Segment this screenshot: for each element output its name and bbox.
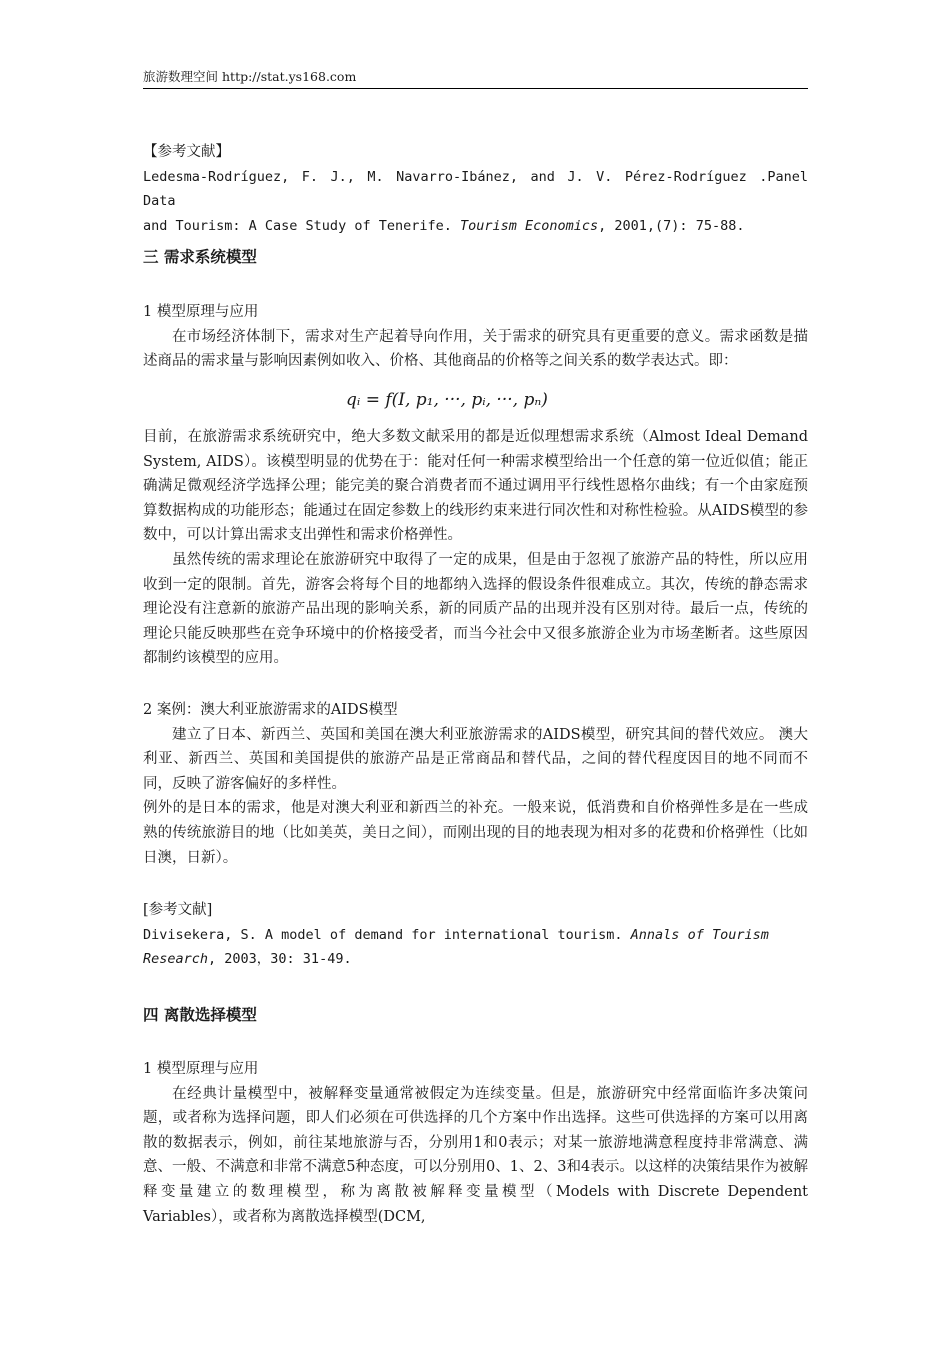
- section-heading-4: 四 离散选择模型: [143, 1006, 257, 1024]
- reference-title: 【参考文献】: [143, 144, 230, 160]
- demand-formula: qᵢ = f(I, p₁, ···, pᵢ, ···, pₙ): [346, 390, 548, 410]
- page-header: [143, 66, 808, 89]
- section-3-body-2: [143, 425, 808, 671]
- reference-block-1: [143, 140, 808, 238]
- journal-name: Tourism Economics: [459, 217, 599, 234]
- section-4-body: [143, 1057, 808, 1229]
- header-url[interactable]: http://stat.ys168.com: [222, 69, 357, 84]
- paragraph: 例外的是日本的需求，他是对澳大利亚和新西兰的补充。一般来说，低消费和自价格弹性多是在一些成熟的传统旅游目的地（比如美英，美日之间），而刚出现的目的地表现为相对多的花费和价格弹性（比如日澳，日新）。: [143, 800, 808, 866]
- reference-line: Research, 2003，30: 31-49.: [143, 951, 352, 968]
- case-section: [143, 698, 808, 870]
- reference-line: Divisekera, S. A model of demand for international tourism. Annals of Tourism: [143, 926, 769, 943]
- reference-line: and Tourism: A Case Study of Tenerife. Tourism Economics, 2001,(7): 75-88.: [143, 217, 745, 234]
- reference-line: Ledesma-Rodríguez, F. J., M. Navarro-Ibánez, and J. V. Pérez-Rodríguez .Panel Data: [143, 168, 808, 210]
- paragraph: 建立了日本、新西兰、英国和美国在澳大利亚旅游需求的AIDS模型，研究其间的替代效应。 澳大利亚、新西兰、英国和美国提供的旅游产品是正常商品和替代品，之间的替代程度因目的地不同而不同，反映了游客偏好的多样性。: [143, 726, 808, 792]
- subheading: 1 模型原理与应用: [143, 304, 259, 320]
- reference-title: [参考文献]: [143, 902, 213, 918]
- paragraph: 在市场经济体制下，需求对生产起着导向作用，关于需求的研究具有更重要的意义。需求函数是描述商品的需求量与影响因素例如收入、价格、其他商品的价格等之间关系的数学表达式。即：: [143, 328, 808, 370]
- reference-block-2: [143, 898, 808, 972]
- paragraph: 目前，在旅游需求系统研究中，绝大多数文献采用的都是近似理想需求系统（Almost Ideal Demand System, AIDS）。该模型明显的优势在于：能对任何一种需求模型给出一个任意的第一位近似值；能正确满足微观经济学选择公理；能完美的聚合消费者而不通过调用平行线性恩格尔曲线；有一个由家庭预算数据构成的功能形态；能通过在固定参数上的线形约束来进行同次性和对称性检验。从AIDS模型的参数中，可以计算出需求支出弹性和需求价格弹性。: [143, 429, 808, 544]
- paragraph: 虽然传统的需求理论在旅游研究中取得了一定的成果，但是由于忽视了旅游产品的特性，所以应用收到一定的限制。首先，游客会将每个目的地都纳入选择的假设条件很难成立。其次，传统的静态需求理论没有注意新的旅游产品出现的影响关系，新的同质产品的出现并没有区别对待。最后一点，传统的理论只能反映那些在竞争环境中的价格接受者，而当今社会中又很多旅游企业为市场垄断者。这些原因都制约该模型的应用。: [143, 551, 808, 667]
- paragraph: 在经典计量模型中，被解释变量通常被假定为连续变量。但是，旅游研究中经常面临许多决策问题，或者称为选择问题，即人们必须在可供选择的几个方案中作出选择。这些可供选择的方案可以用离散的数据表示，例如，前往某地旅游与否，分别用1和0表示；对某一旅游地满意程度持非常满意、满意、一般、不满意和非常不满意5种态度，可以分别用0、1、2、3和4表示。以这样的决策结果作为被解释变量建立的数理模型，称为离散被解释变量模型（Models with Discrete Dependent Variables），或者称为离散选择模型(DCM,: [143, 1085, 808, 1225]
- journal-name: Research: [143, 951, 209, 968]
- header-site: 旅游数理空间: [143, 69, 219, 84]
- subheading: 1 模型原理与应用: [143, 1061, 259, 1077]
- section-heading-3: 三 需求系统模型: [143, 248, 257, 266]
- subheading: 2 案例：澳大利亚旅游需求的AIDS模型: [143, 702, 398, 718]
- journal-name: Annals of Tourism: [630, 926, 769, 943]
- section-3-body: [143, 300, 808, 374]
